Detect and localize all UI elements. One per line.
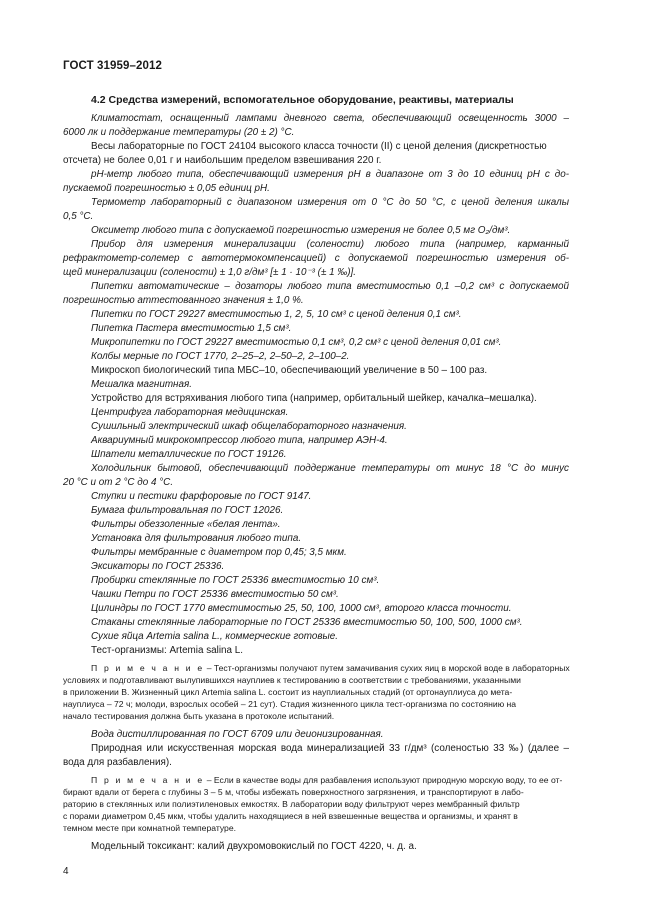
text-line: рН-метр любого типа, обеспечивающий измерения рН в диапазоне от 3 до 10 единиц рН с до- bbox=[91, 169, 569, 180]
text-line: Микроскоп биологический типа МБС–10, обеспечивающий увеличение в 50 – 100 раз. bbox=[91, 365, 488, 376]
text-line: Весы лабораторные по ГОСТ 24104 высокого класса точности (II) с ценой деления (дискретностью bbox=[91, 141, 547, 152]
note-text: – Если в качестве воды для разбавления используют природную морскую воду, то ее от- bbox=[204, 775, 563, 785]
text-line: щей минерализации (солености) ± 1,0 г/дм³ [± 1 · 10⁻³ (± 1 ‰)]. bbox=[63, 267, 357, 278]
text-line: Вода дистиллированная по ГОСТ 6709 или деионизированная. bbox=[91, 729, 384, 740]
text-line: Фильтры мембранные с диаметром пор 0,45; 3,5 мкм. bbox=[91, 547, 347, 558]
note-line: в приложении В. Жизненный цикл Artemia salina L. состоит из науплиальных стадий (от ортонауплиуса до мета- bbox=[63, 687, 513, 697]
text-line: Эксикаторы по ГОСТ 25336. bbox=[91, 561, 225, 572]
note-line bbox=[91, 663, 570, 674]
text-line: Установка для фильтрования любого типа. bbox=[91, 533, 302, 544]
text-line: вода для разбавления). bbox=[63, 757, 172, 768]
note-line: с порами диаметром 0,45 мкм, чтобы удалить находящиеся в ней взвешенные вещества и организмы, и хранят в bbox=[63, 811, 518, 821]
note-line: начало тестирования должна быть указана в протоколе испытаний. bbox=[63, 711, 335, 721]
text-line: Ступки и пестики фарфоровые по ГОСТ 9147. bbox=[91, 491, 312, 502]
text-line: Фильтры обеззоленные «белая лента». bbox=[91, 519, 281, 530]
text-line: Климатостат, оснащенный лампами дневного света, обеспечивающий освещенность 3000 – bbox=[91, 113, 569, 124]
text-line: Пипетка Пастера вместимостью 1,5 см³. bbox=[91, 323, 292, 334]
text-line: Чашки Петри по ГОСТ 25336 вместимостью 50 см³. bbox=[91, 589, 339, 600]
text-line: Природная или искусственная морская вода минерализацией 33 г/дм³ (соленостью 33 ‰) (далее – bbox=[91, 743, 569, 754]
text-line: Колбы мерные по ГОСТ 1770, 2–25–2, 2–50–2, 2–100–2. bbox=[91, 351, 350, 362]
text-line: Стаканы стеклянные лабораторные по ГОСТ 25336 вместимостью 50, 100, 500, 1000 см³. bbox=[91, 617, 523, 628]
text-line: Термометр лабораторный с диапазоном измерения от 0 °С до 50 °С, с ценой деления шкалы bbox=[91, 197, 569, 208]
text-line: Бумага фильтровальная по ГОСТ 12026. bbox=[91, 505, 284, 516]
note-line bbox=[91, 775, 562, 786]
text-line: Мешалка магнитная. bbox=[91, 379, 192, 390]
document-number: ГОСТ 31959–2012 bbox=[63, 60, 163, 72]
note-line: раторию в стеклянных или полиэтиленовых емкостях. В лаборатории воду фильтруют через мембранный фильтр bbox=[63, 799, 520, 809]
text-line: Шпатели металлические по ГОСТ 19126. bbox=[91, 449, 287, 460]
text-line: Пипетки автоматические – дозаторы любого типа вместимостью 0,1 –0,2 см³ с допускаемой bbox=[91, 281, 569, 292]
text-line: 6000 лк и поддержание температуры (20 ± 2) °С. bbox=[63, 127, 295, 138]
text-line: пускаемой погрешностью ± 0,05 единиц рН. bbox=[63, 183, 270, 194]
text-line: Аквариумный микрокомпрессор любого типа, например АЭН-4. bbox=[91, 435, 388, 446]
section-title: 4.2 Средства измерений, вспомогательное оборудование, реактивы, материалы bbox=[91, 94, 514, 106]
text-line: Оксиметр любого типа с допускаемой погрешностью измерения не более 0,5 мг О₂/дм³. bbox=[91, 225, 511, 236]
text-line: 0,5 °С. bbox=[63, 211, 94, 222]
text-line: Микропипетки по ГОСТ 29227 вместимостью 0,1 см³, 0,2 см³ с ценой деления 0,01 см³. bbox=[91, 337, 502, 348]
text-line: Цилиндры по ГОСТ 1770 вместимостью 25, 50, 100, 1000 см³, второго класса точности. bbox=[91, 603, 512, 614]
text-line: рефрактометр-солемер с автотермокомпенсацией) с допускаемой погрешностью измерения об- bbox=[63, 253, 569, 264]
note-label: П р и м е ч а н и е bbox=[91, 775, 205, 785]
text-line: Сушильный электрический шкаф общелабораторного назначения. bbox=[91, 421, 407, 432]
note-line: науплиуса – 72 ч; молоди, взрослых особей – 21 сут). Стадия жизненного цикла тест-организма по состоянию на bbox=[63, 699, 517, 709]
text-line: Пипетки по ГОСТ 29227 вместимостью 1, 2, 5, 10 см³ с ценой деления 0,1 см³. bbox=[91, 309, 462, 320]
text-line: 20 °С и от 2 °С до 4 °С. bbox=[63, 477, 174, 488]
text-line: погрешностью аттестованного значения ± 1,0 %. bbox=[63, 295, 304, 306]
text-line: Тест-организмы: Artemia salina L. bbox=[91, 645, 243, 656]
text-line: Модельный токсикант: калий двухромовокислый по ГОСТ 4220, ч. д. а. bbox=[91, 841, 417, 852]
text-line: Сухие яйца Artemia salina L., коммерческие готовые. bbox=[91, 631, 338, 642]
text-line: Устройство для встряхивания любого типа (например, орбитальный шейкер, качалка–мешалка). bbox=[91, 393, 537, 404]
note-line: темном месте при комнатной температуре. bbox=[63, 823, 236, 833]
page-number: 4 bbox=[63, 866, 69, 877]
note-line: бирают вдали от берега с глубины 3 – 5 м, чтобы избежать поверхностного загрязнения, и транспортируют в лабо- bbox=[63, 787, 524, 797]
text-line: Пробирки стеклянные по ГОСТ 25336 вместимостью 10 см³. bbox=[91, 575, 380, 586]
text-line: Холодильник бытовой, обеспечивающий поддержание температуры от минус 18 °С до минус bbox=[91, 463, 569, 474]
text-line: Центрифуга лабораторная медицинская. bbox=[91, 407, 289, 418]
text-line: отсчета) не более 0,01 г и наибольшим пределом взвешивания 220 г. bbox=[63, 155, 382, 166]
note-label: П р и м е ч а н и е bbox=[91, 663, 205, 673]
text-line: Прибор для измерения минерализации (солености) любого типа (например, карманный bbox=[91, 239, 569, 250]
note-text: – Тест-организмы получают путем замачивания сухих яиц в морской воде в лабораторных bbox=[204, 663, 570, 673]
note-line: условиях и подготавливают вылупившихся науплиев к тестированию в соответствии с требованиями, указанными bbox=[63, 675, 521, 685]
